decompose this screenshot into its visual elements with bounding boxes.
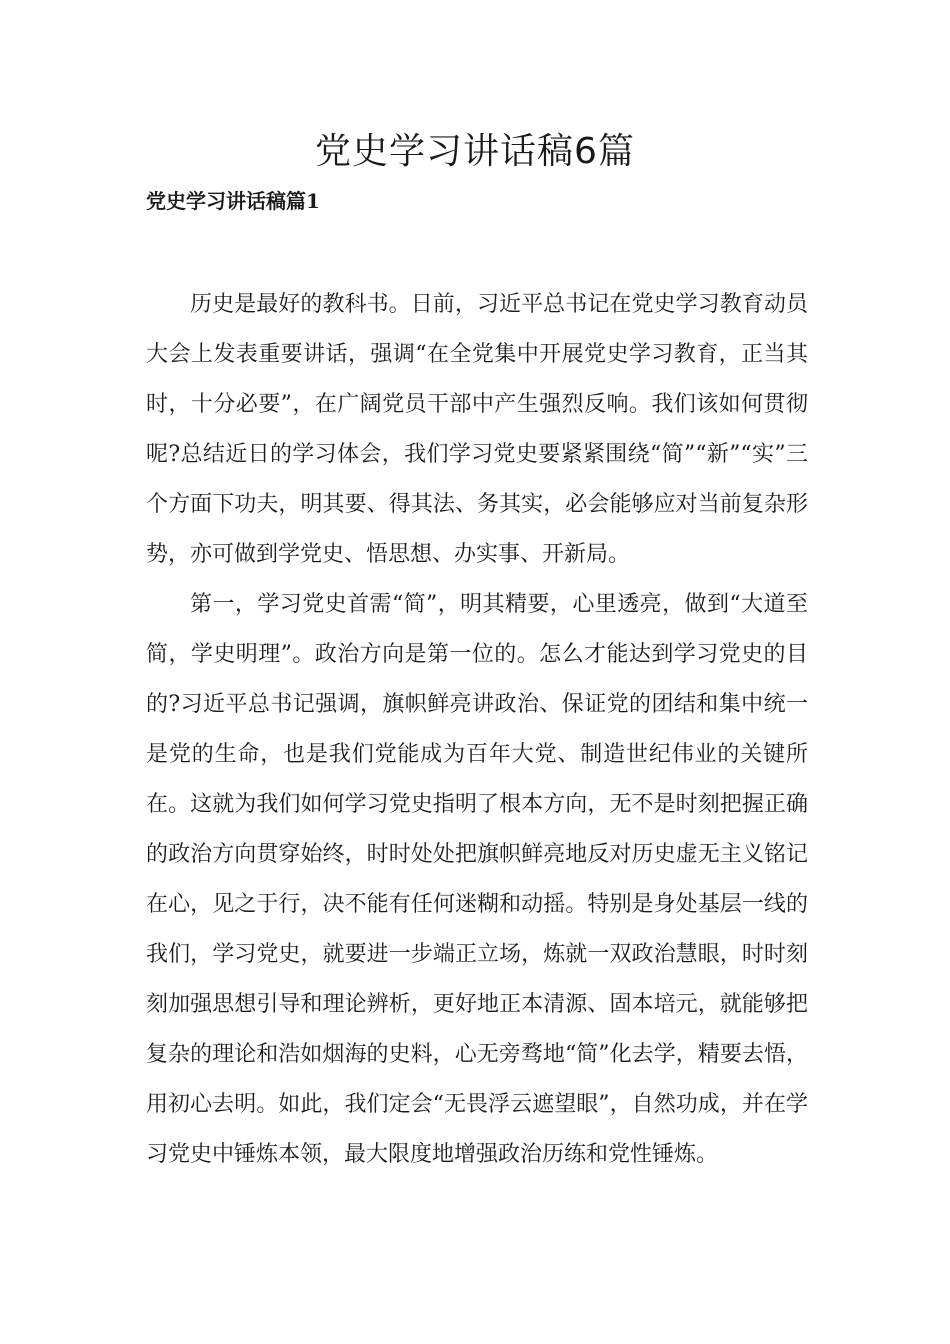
document-body [146,280,808,1180]
document-title: 党史学习讲话稿6篇 [315,131,635,172]
section-heading: 党史学习讲话稿篇1 [146,189,320,213]
paragraph-1: 历史是最好的教科书。日前，习近平总书记在党史学习教育动员大会上发表重要讲话，强调“在全党集中开展党史学习教育，正当其时，十分必要”，在广阔党员干部中产生强烈反响。我们该如何贯彻呢?总结近日的学习体会，我们学习党史要紧紧围绕“简”“新”“实”三个方面下功夫，明其要、得其法、务其实，必会能够应对当前复杂形势，亦可做到学党史、悟思想、办实事、开新局。 [146,292,808,567]
paragraph-2: 第一，学习党史首需“简”，明其精要，心里透亮，做到“大道至简，学史明理”。政治方向是第一位的。怎么才能达到学习党史的目的?习近平总书记强调，旗帜鲜亮讲政治、保证党的团结和集中统一是党的生命，也是我们党能成为百年大党、制造世纪伟业的关键所在。这就为我们如何学习党史指明了根本方向，无不是时刻把握正确的政治方向贯穿始终，时时处处把旗帜鲜亮地反对历史虚无主义铭记在心，见之于行，决不能有任何迷糊和动摇。特别是身处基层一线的我们，学习党史，就要进一步端正立场，炼就一双政治慧眼，时时刻刻加强思想引导和理论辨析，更好地正本清源、固本培元，就能够把复杂的理论和浩如烟海的史料，心无旁骛地“简”化去学，精要去悟，用初心去明。如此，我们定会“无畏浮云遮望眼”，自然功成，并在学习党史中锤炼本领，最大限度地增强政治历练和党性锤炼。 [146,592,808,1167]
